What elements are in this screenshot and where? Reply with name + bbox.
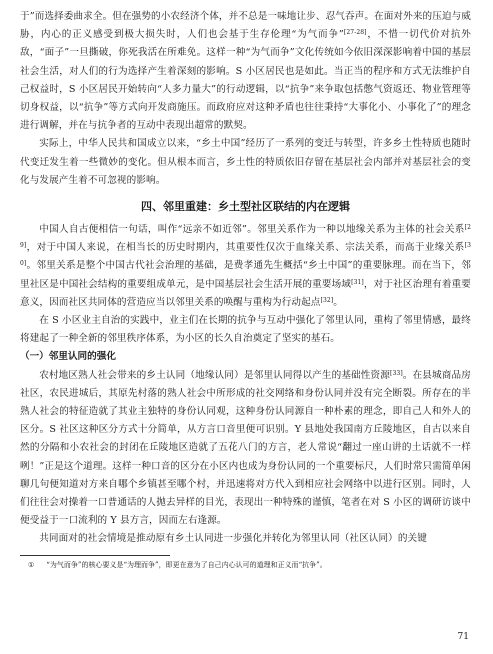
citation-ref: [30] xyxy=(20,242,471,268)
footnote-text: “为气而争”的核心要义是“为理而争”，即更在意为了自己内心认可的道理和正义而“抗争”。 xyxy=(46,560,327,569)
paragraph-text: ，不惜一切代价对抗外敌，“面子”一旦撕破，你死我活在所难免。这样一种“为气而争”文化传统如今依旧深深影响着中国的基层社会生活，对人们的行为选择产生着深刻的影响。S 小区居民也是如此。当正当的程序和方式无法维护自己权益时，S 小区居民开始转向“人多力量大”的行动逻辑，以“抗争”来争取包括憋气资返还、物业管理等切身权益，以“抗争”等方式向开发商施压。而政府应对这种矛盾也往往秉持“大事化小、小事化了”的理念进行调解，并在与抗争者的互动中表现出超常的默契。 xyxy=(20,29,471,132)
paragraph-text: ，对于中国人来说，在相当长的历史时期内，其重要性仅次于血缘关系、宗法关系，而高于业缘关系 xyxy=(26,242,465,254)
paragraph-top-1 xyxy=(20,8,471,135)
citation-ref: [27-28] xyxy=(343,29,367,37)
citation-ref: [33] xyxy=(390,369,403,377)
paragraph-text: 中国人自古便相信一句话，叫作“远亲不如近邻”。邻里关系作为一种以地缘关系为主体的社会关系 xyxy=(39,224,465,236)
paragraph-top-2 xyxy=(20,135,471,190)
citation-ref: [29] xyxy=(20,224,471,250)
paragraph-text: 共同面对的社会情境是推动原有乡土认同进一步强化并转化为邻里认同（社区认同）的关键 xyxy=(39,533,427,545)
page-number: 71 xyxy=(457,632,469,642)
subsection-title: （一）邻里认同的强化 xyxy=(20,351,116,363)
footnote-divider xyxy=(20,555,170,556)
paragraph-text: 于”而选择委曲求全。但在强势的小农经济个体，并不总是一味地让步、忍气吞声。在面对外来的压迫与威胁，内心的正义感受到极大损失时，人们也会基于生存伦理“为气而争” xyxy=(20,11,471,41)
paragraph-text: ，对于社区治理有着重要意义，因而社区共同体的营造应当以邻里关系的唤醒与重构为行动起点 xyxy=(20,278,471,308)
paragraph-text: 。邻里关系是整个中国古代社会治理的基础，是费孝通先生概括“乡土中国”的重要脉理。而在当下，邻里社区是中国社会结构的重要组成单元，是中国基层社会生活开展的重要场域 xyxy=(20,260,471,290)
section-title: 四、邻里重建：乡土型社区联结的内在逻辑 xyxy=(141,200,350,214)
paragraph-mid-2 xyxy=(20,312,471,348)
paragraph-text: 。 xyxy=(333,296,343,308)
paragraph-text: 农村地区熟人社会带来的乡土认同（地缘认同）是邻里认同得以产生的基础性资源 xyxy=(39,369,391,381)
paragraph-text: 实际上，中华人民共和国成立以来，“乡土中国”经历了一系列的变迁与转型，许多乡土性特质也随时代变迁发生着一些微妙的变化。但从根本而言，乡土性的特质依旧存留在基层社会内部并对基层社会的变化与发展产生着不可忽视的影响。 xyxy=(20,138,471,186)
paragraph-text: 在 S 小区业主自治的实践中，业主们在长期的抗争与互动中强化了邻里认同，重构了邻里情感，最终将建起了一种全新的邻里秩序体系，为小区的长久自治奠定了坚实的基石。 xyxy=(20,315,471,345)
footnote xyxy=(20,560,471,571)
citation-ref: [31] xyxy=(351,278,364,286)
paragraph-text: 。在县城商品房社区，农民进城后，其原先村落的熟人社会中所形成的社交网络和身份认同并没有完全断裂。所存在的半熟人社会的特征造就了其业主独特的身份认同观，这种身份认同源自一种朴素的理念，即自己人和外人的区分。S 社区这种区分方式十分简单，从方言口音里便可识别。Y 县地处我国南方丘陵地区，自古以来自然的分隔和小农社会的封闭在丘陵地区造就了五花八门的方言，老人常说“翻过一座山讲的土话就不一样咧！”正是这个道理。这样一种口音的区分在小区内也成为身份认同的一个重要标尺，人们时常只需简单闲聊几句便知道对方来自哪个乡镇甚至哪个村，并迅速将对方代入到相应社会网络中以进行区别。同时，人们往往会对操着一口普通话的人抛去异样的目光，表现出一种特殊的谨慎，笔者在对 S 小区的调研访谈中便受益于一口流利的 Y 县方言，因而左右逢源。 xyxy=(20,369,471,527)
paragraph-mid-1 xyxy=(20,221,471,312)
paragraph-bottom-1 xyxy=(20,367,471,531)
footnote-mark: ① xyxy=(28,560,35,569)
paragraph-bottom-2 xyxy=(20,530,471,548)
citation-ref: [32] xyxy=(320,296,334,304)
